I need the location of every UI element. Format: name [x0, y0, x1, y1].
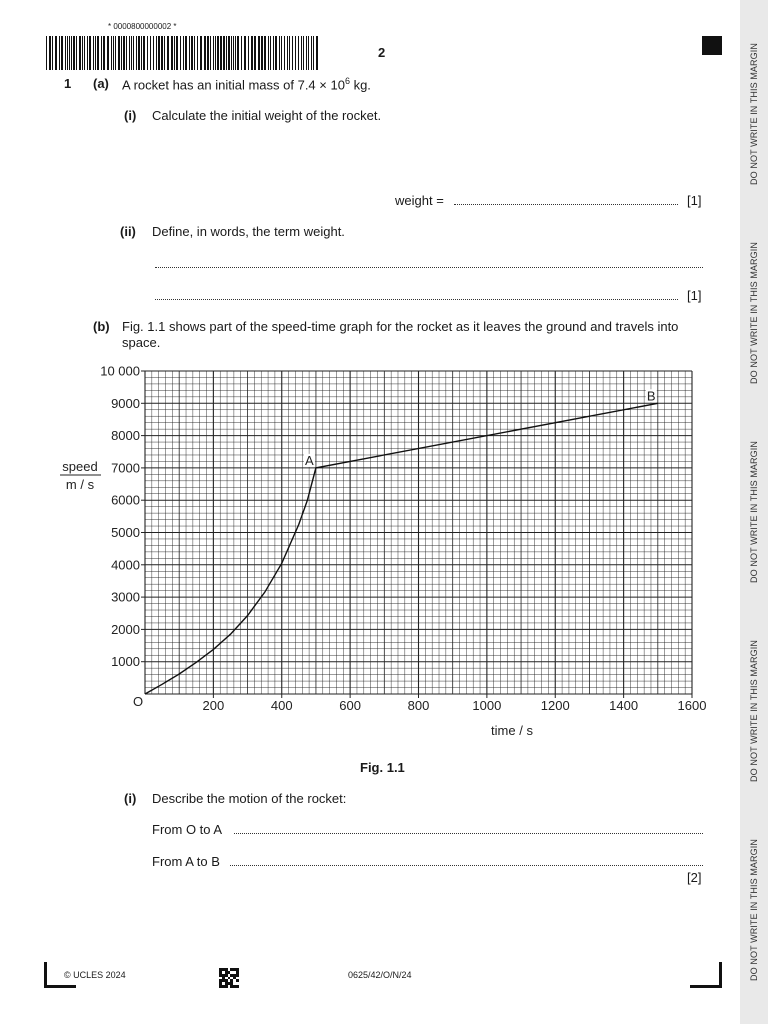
y-tick-label: 10 000 [100, 363, 140, 379]
point-label-a: A [304, 452, 314, 468]
y-tick-label: 3000 [111, 589, 140, 605]
qr-code [219, 968, 239, 988]
answer-line-a-to-b[interactable] [230, 856, 703, 866]
copyright: © UCLES 2024 [64, 970, 126, 980]
x-tick-label: 1000 [472, 698, 502, 713]
x-tick-label: 400 [270, 698, 293, 713]
bi-line2-label: From A to B [152, 854, 220, 869]
x-tick-label: 800 [407, 698, 430, 713]
part-a-label: (a) [93, 76, 109, 91]
part-bi-text: Describe the motion of the rocket: [152, 791, 347, 806]
y-tick-label: 7000 [111, 460, 140, 476]
margin-warning-2: DO NOT WRITE IN THIS MARGIN [749, 242, 759, 384]
page-number: 2 [378, 45, 386, 60]
corner-mark-right [690, 962, 722, 988]
graph-grid [145, 371, 692, 694]
x-tick-label: 1400 [609, 698, 639, 713]
y-tick-label: 5000 [111, 525, 140, 540]
barcode-text: * 0000800000002 * [108, 22, 177, 31]
part-ai-text: Calculate the initial weight of the rocket. [152, 108, 382, 123]
question-number: 1 [64, 76, 72, 91]
part-aii-label: (ii) [120, 224, 136, 239]
y-tick-label: 6000 [111, 492, 140, 508]
part-aii-text: Define, in words, the term weight. [152, 224, 345, 239]
part-b-text: Fig. 1.1 shows part of the speed-time graph for the rocket as it leaves the ground and travels into space. [122, 319, 679, 350]
y-tick-label: 1000 [111, 654, 140, 670]
part-ai-label: (i) [124, 108, 137, 123]
part-bi-label: (i) [124, 791, 137, 806]
part-b-label: (b) [93, 319, 110, 334]
marks-aii: [1] [687, 288, 702, 303]
x-axis-label: time / s [491, 723, 533, 738]
speed-curve [145, 403, 658, 694]
marks-ai: [1] [687, 193, 702, 208]
marks-bi: [2] [687, 870, 702, 885]
y-tick-label: 9000 [111, 395, 140, 411]
margin-warning-5: DO NOT WRITE IN THIS MARGIN [749, 839, 759, 981]
x-tick-label: 1600 [677, 698, 707, 713]
answer-line-o-to-a[interactable] [234, 824, 703, 834]
paper-code: 0625/42/O/N/24 [348, 970, 412, 980]
margin-warning-1: DO NOT WRITE IN THIS MARGIN [749, 43, 759, 185]
y-axis-label-unit: m / s [65, 477, 95, 492]
weight-answer-label: weight = [395, 193, 444, 208]
x-tick-label: 600 [339, 698, 361, 713]
margin-warning-4: DO NOT WRITE IN THIS MARGIN [749, 640, 759, 782]
x-tick-labels [203, 698, 707, 713]
point-label-b: B [646, 388, 656, 404]
y-tick-label: 2000 [111, 621, 140, 637]
x-tick-label: 200 [202, 698, 225, 713]
margin-warning-3: DO NOT WRITE IN THIS MARGIN [749, 441, 759, 583]
y-tick-label: 8000 [111, 428, 140, 444]
bi-line1-label: From O to A [152, 822, 223, 837]
origin-label: O [133, 694, 144, 709]
part-a-text: A rocket has an initial mass of $7.4 \times 10^6$ kg. [122, 76, 371, 93]
y-axis-label-quantity: speed [62, 459, 98, 474]
figure-caption: Fig. 1.1 [360, 760, 405, 775]
x-tick-label: 1200 [540, 698, 570, 713]
y-tick-label: 4000 [111, 557, 140, 573]
y-tick-labels [100, 364, 140, 670]
